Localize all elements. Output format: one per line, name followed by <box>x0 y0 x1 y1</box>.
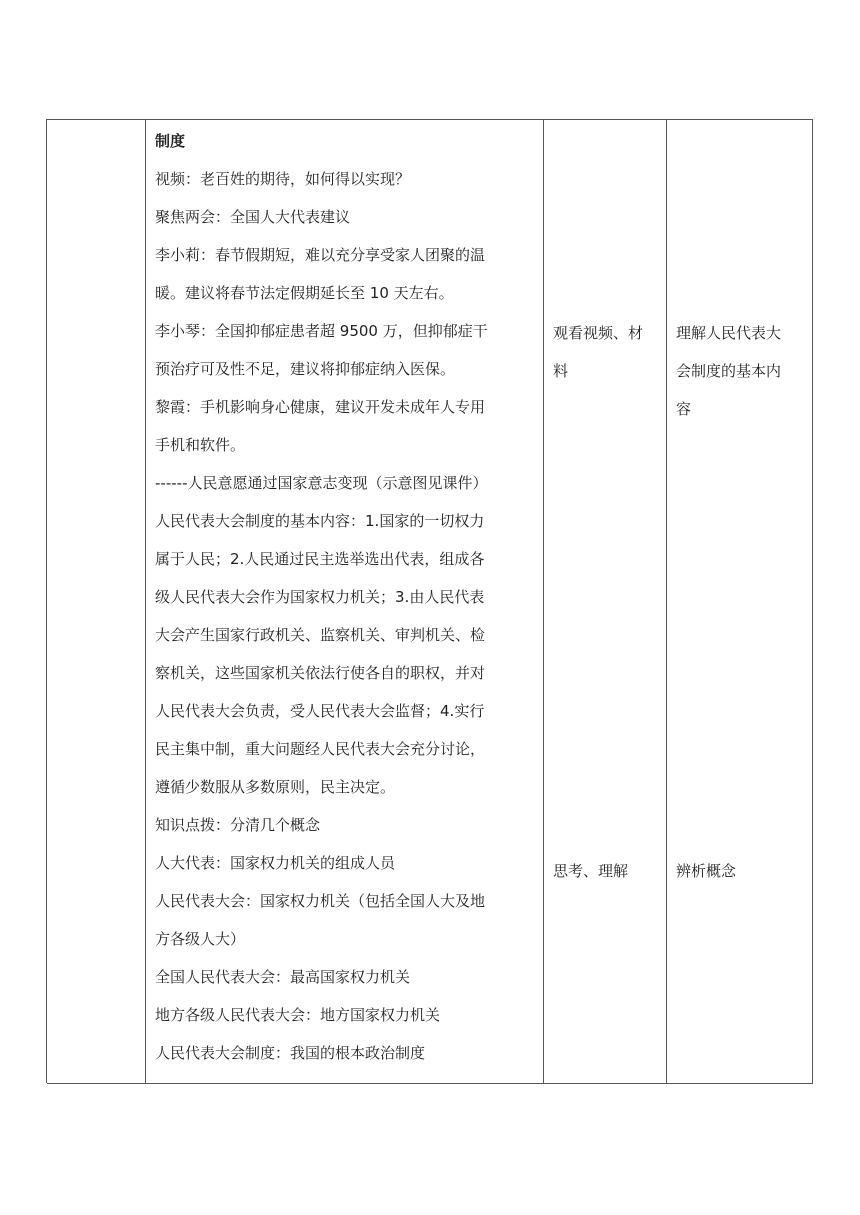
content-line: 知识点拨：分清几个概念 <box>155 816 321 834</box>
intent-text-1 <box>676 314 804 428</box>
content-line: 察机关，这些国家机关依法行使各自的职权，并对 <box>155 664 486 682</box>
content-line: 级人民代表大会作为国家权力机关；3.由人民代表 <box>155 588 485 606</box>
activity-line: 思考、理解 <box>553 862 629 880</box>
content-line: 黎霞：手机影响身心健康，建议开发未成年人专用 <box>155 398 486 416</box>
content-line: 预治疗可及性不足，建议将抑郁症纳入医保。 <box>155 360 456 378</box>
content-line: 方各级人大） <box>155 930 246 948</box>
intent-text-2 <box>676 852 804 890</box>
activity-text-1 <box>553 314 658 390</box>
table-bottom-border <box>47 1083 813 1084</box>
content-line: 大会产生国家行政机关、监察机关、审判机关、检 <box>155 626 486 644</box>
lesson-table <box>46 119 813 1083</box>
activity-text-2 <box>553 852 658 890</box>
content-line: 手机和软件。 <box>155 436 246 454</box>
activity-line: 观看视频、材 <box>553 324 644 342</box>
column-empty <box>47 120 146 1083</box>
content-line: 人大代表：国家权力机关的组成人员 <box>155 854 396 872</box>
content-line: 暖。建议将春节法定假期延长至 10 天左右。 <box>155 284 454 302</box>
content-line: 李小莉：春节假期短，难以充分享受家人团聚的温 <box>155 246 486 264</box>
content-line: 人民代表大会制度：我国的根本政治制度 <box>155 1044 426 1062</box>
content-line: 人民代表大会：国家权力机关（包括全国人大及地 <box>155 892 486 910</box>
column-student-activity <box>544 120 667 1083</box>
intent-line: 会制度的基本内 <box>676 362 782 380</box>
content-line: 遵循少数服从多数原则，民主决定。 <box>155 778 396 796</box>
column-content <box>146 120 544 1083</box>
content-text <box>155 122 535 1072</box>
content-line: 地方各级人民代表大会：地方国家权力机关 <box>155 1006 441 1024</box>
content-line: 民主集中制，重大问题经人民代表大会充分讨论， <box>155 740 486 758</box>
intent-line: 容 <box>676 400 692 418</box>
intent-line: 理解人民代表大 <box>676 324 782 342</box>
content-line: 视频：老百姓的期待，如何得以实现？ <box>155 170 411 188</box>
content-line: 人民代表大会负责，受人民代表大会监督；4.实行 <box>155 702 485 720</box>
column-design-intent <box>667 120 813 1083</box>
intent-line: 辨析概念 <box>676 862 737 880</box>
content-line: 全国人民代表大会：最高国家权力机关 <box>155 968 411 986</box>
content-line: 聚焦两会：全国人大代表建议 <box>155 208 351 226</box>
content-line: ------人民意愿通过国家意志变现（示意图见课件） <box>155 474 488 492</box>
content-line: 属于人民；2.人民通过民主选举选出代表，组成各 <box>155 550 485 568</box>
content-line: 人民代表大会制度的基本内容：1.国家的一切权力 <box>155 512 485 530</box>
content-heading: 制度 <box>155 132 186 150</box>
activity-line: 料 <box>553 362 569 380</box>
content-line: 李小琴：全国抑郁症患者超 9500 万，但抑郁症干 <box>155 322 488 340</box>
